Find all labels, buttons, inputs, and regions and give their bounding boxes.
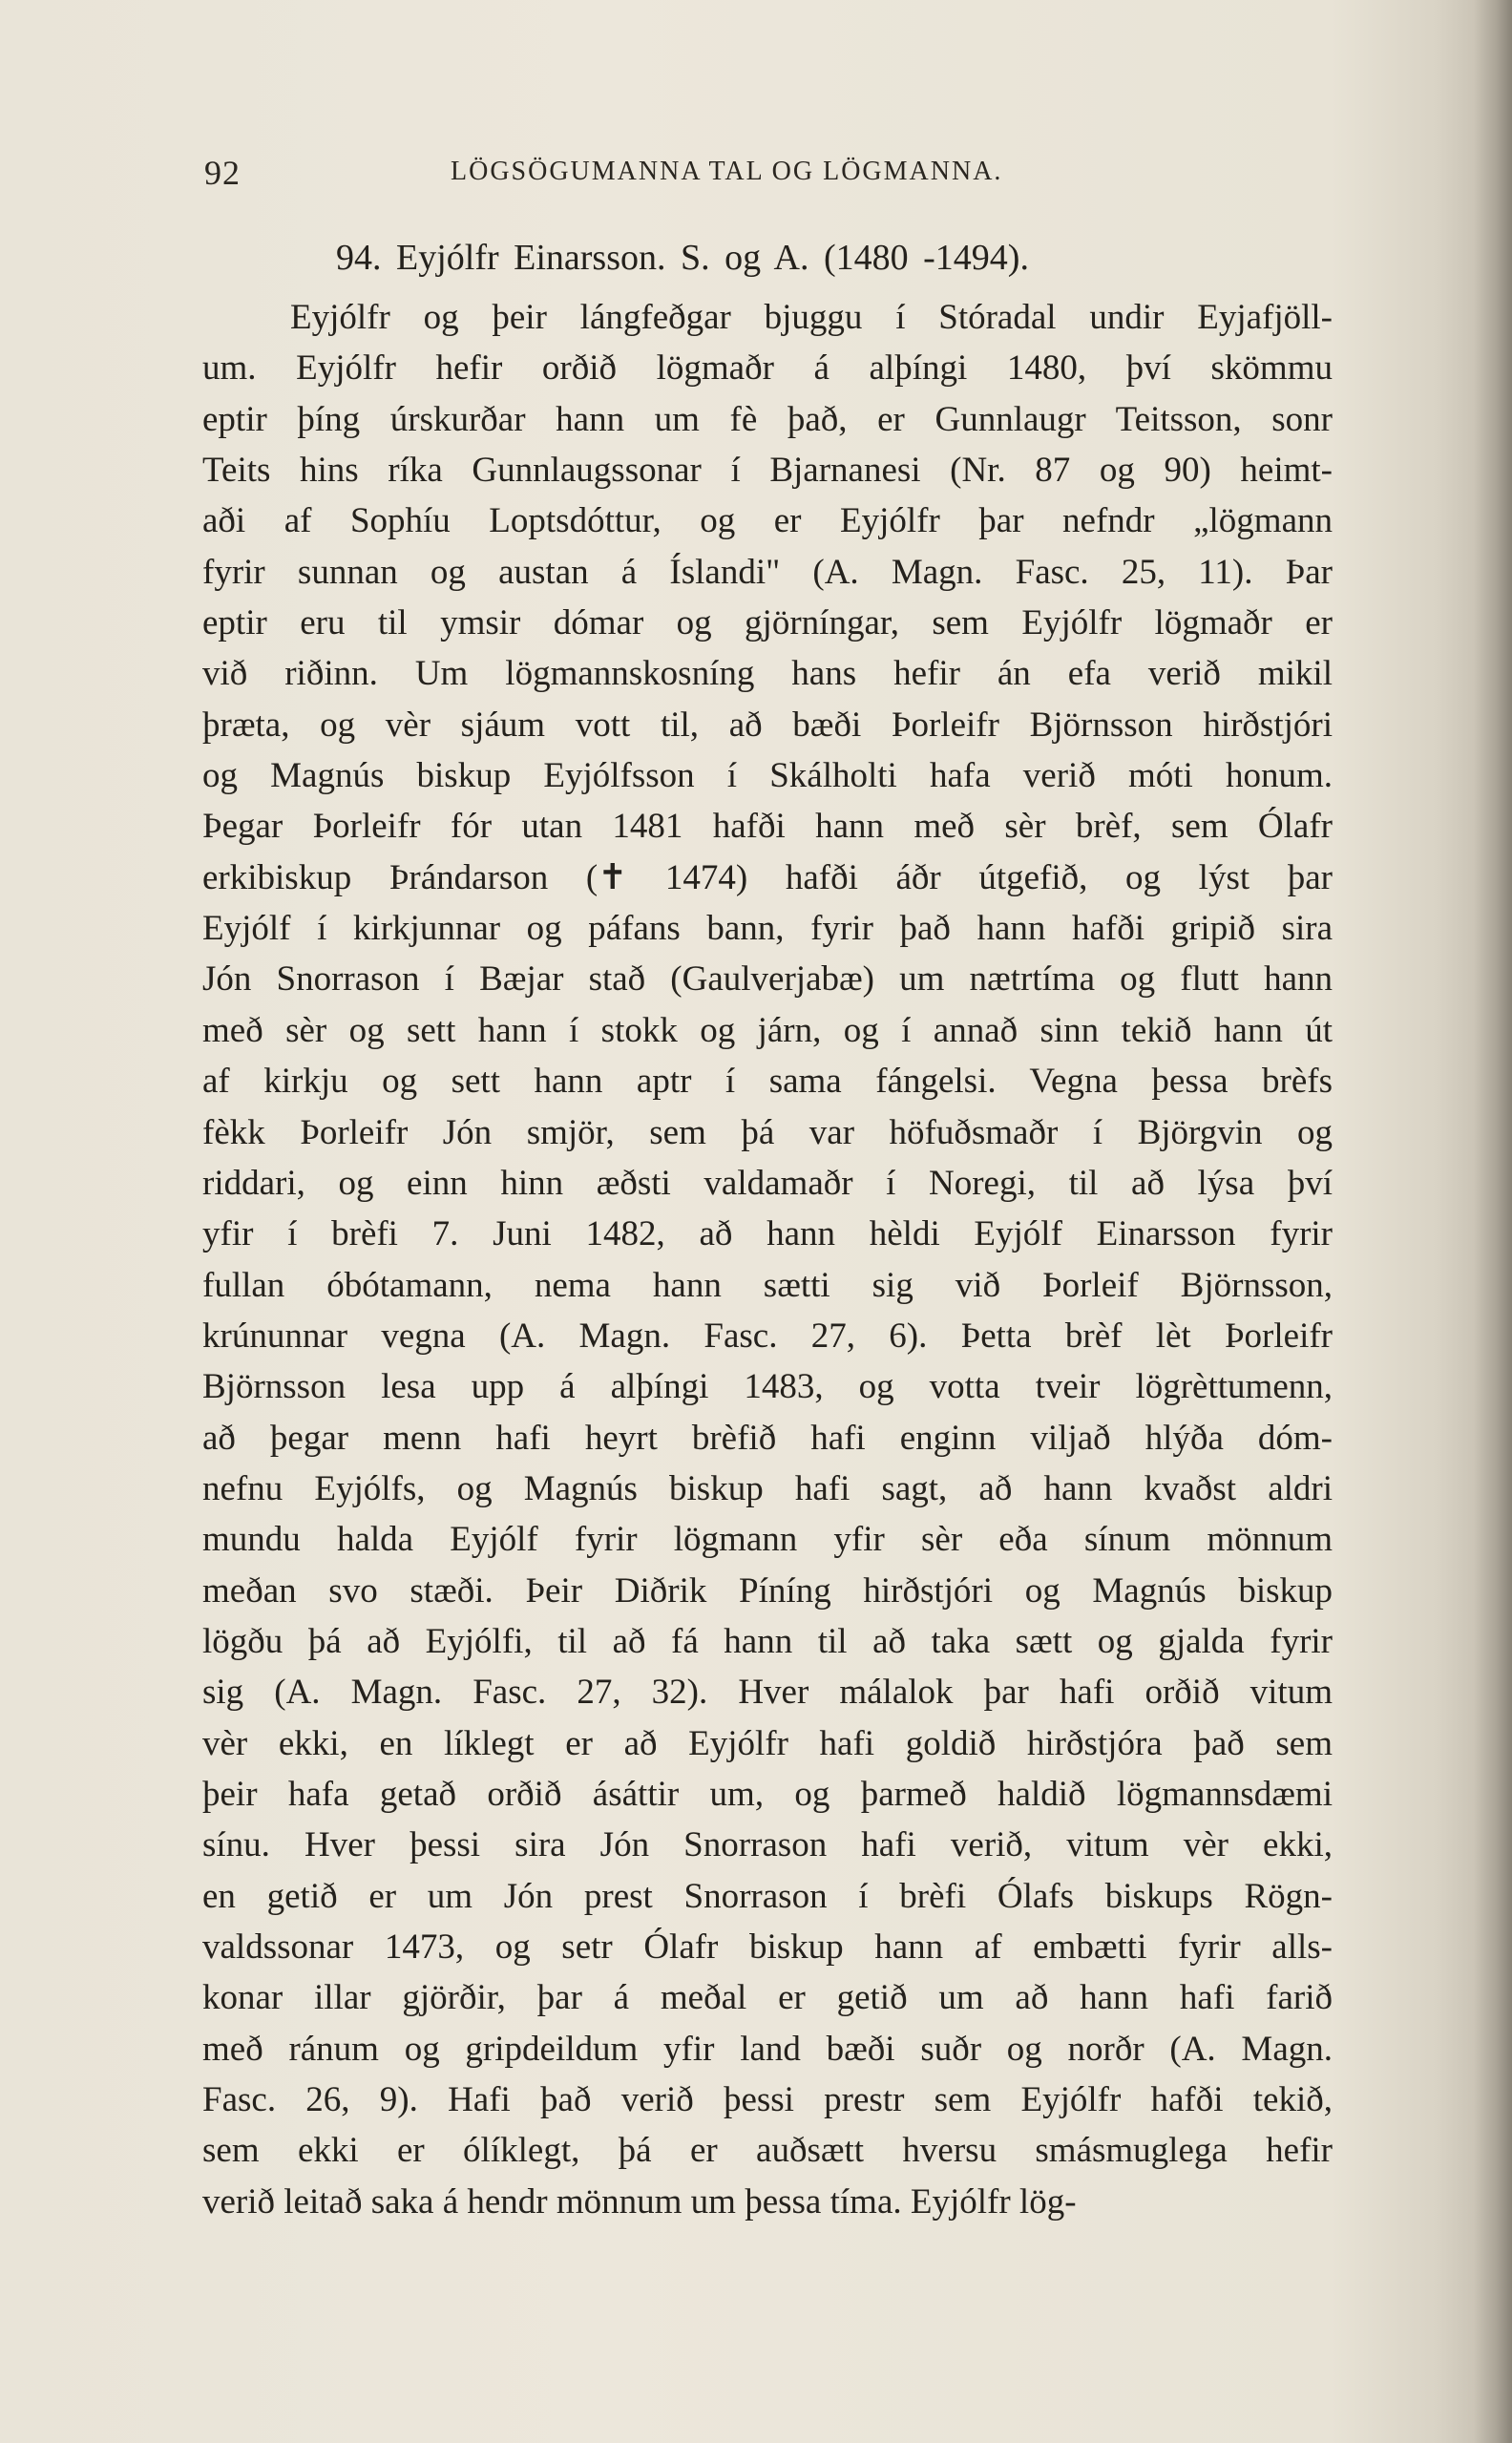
text-line: sem ekki er ólíklegt, þá er auðsætt hversu smásmuglega hefir — [202, 2131, 1333, 2171]
text-line: með ránum og gripdeildum yfir land bæði suðr og norðr (A. Magn. — [202, 2029, 1333, 2069]
text-line: Jón Snorrason í Bæjar stað (Gaulverjabæ) um nætrtíma og flutt hann — [202, 959, 1333, 1000]
page-header — [204, 153, 1334, 200]
text-line: þræta, og vèr sjáum vott til, að bæði Þorleifr Björnsson hirðstjóri — [202, 705, 1333, 745]
text-line: meðan svo stæði. Þeir Diðrik Píníng hirðstjóri og Magnús biskup — [202, 1570, 1333, 1611]
text-line: Eyjólfr og þeir lángfeðgar bjuggu í Stóradal undir Eyjafjöll- — [290, 298, 1333, 337]
text-line: yfir í brèfi 7. Juni 1482, að hann hèldi Eyjólf Einarsson fyrir — [202, 1214, 1333, 1254]
text-line: sig (A. Magn. Fasc. 27, 32). Hver málalok þar hafi orðið vitum — [202, 1673, 1333, 1713]
text-line: Eyjólf í kirkjunnar og páfans bann, fyrir það hann hafði gripið sira — [202, 909, 1333, 949]
text-line: verið leitað saka á hendr mönnum um þessa tíma. Eyjólfr lög- — [202, 2181, 1077, 2222]
text-line: mundu halda Eyjólf fyrir lögmann yfir sèr eða sínum mönnum — [202, 1520, 1333, 1560]
text-line: um. Eyjólfr hefir orðið lögmaðr á alþíngi 1480, því skömmu — [202, 348, 1333, 389]
text-line: konar illar gjörðir, þar á meðal er getið um að hann hafi farið — [202, 1978, 1333, 2018]
text-line: nefnu Eyjólfs, og Magnús biskup hafi sagt, að hann kvaðst aldri — [202, 1468, 1333, 1508]
page-number: 92 — [204, 154, 241, 192]
text-line: og Magnús biskup Eyjólfsson í Skálholti hafa verið móti honum. — [202, 756, 1333, 796]
text-line: Fasc. 26, 9). Hafi það verið þessi prestr sem Eyjólfr hafði tekið, — [202, 2080, 1333, 2120]
text-line: erkibiskup Þrándarson (✝ 1474) hafði áðr útgefið, og lýst þar — [202, 857, 1333, 897]
entry-heading: 94. Eyjólfr Einarsson. S. og A. (1480 -1494). — [336, 238, 1029, 278]
text-line: með sèr og sett hann í stokk og járn, og í annað sinn tekið hann út — [202, 1010, 1333, 1050]
text-line: eptir eru til ymsir dómar og gjörníngar, sem Eyjólfr lögmaðr er — [202, 603, 1333, 643]
text-line: Björnsson lesa upp á alþíngi 1483, og votta tveir lögrèttumenn, — [202, 1367, 1333, 1407]
text-line: við riðinn. Um lögmannskosníng hans hefir án efa verið mikil — [202, 654, 1333, 694]
text-line: Þegar Þorleifr fór utan 1481 hafði hann með sèr brèf, sem Ólafr — [202, 807, 1333, 847]
text-line: að þegar menn hafi heyrt brèfið hafi enginn viljað hlýða dóm- — [202, 1418, 1333, 1458]
running-title: LÖGSÖGUMANNA TAL OG LÖGMANNA. — [451, 157, 1003, 186]
text-line: krúnunnar vegna (A. Magn. Fasc. 27, 6). Þetta brèf lèt Þorleifr — [202, 1316, 1333, 1356]
text-line: fyrir sunnan og austan á Íslandi" (A. Magn. Fasc. 25, 11). Þar — [202, 552, 1333, 592]
body-text — [202, 292, 1333, 2227]
page-edge-shadow — [1474, 0, 1512, 2443]
text-line: fullan óbótamann, nema hann sætti sig við Þorleif Björnsson, — [202, 1265, 1333, 1305]
text-line: valdssonar 1473, og setr Ólafr biskup hann af embætti fyrir alls- — [202, 1927, 1333, 1967]
text-line: riddari, og einn hinn æðsti valdamaðr í Noregi, til að lýsa því — [202, 1163, 1333, 1203]
text-line: sínu. Hver þessi sira Jón Snorrason hafi verið, vitum vèr ekki, — [202, 1825, 1333, 1865]
text-line: vèr ekki, en líklegt er að Eyjólfr hafi goldið hirðstjóra það sem — [202, 1723, 1333, 1763]
text-line: Teits hins ríka Gunnlaugssonar í Bjarnanesi (Nr. 87 og 90) heimt- — [202, 451, 1333, 491]
text-line: af kirkju og sett hann aptr í sama fángelsi. Vegna þessa brèfs — [202, 1062, 1333, 1102]
text-line: eptir þíng úrskurðar hann um fè það, er Gunnlaugr Teitsson, sonr — [202, 399, 1333, 439]
text-line: lögðu þá að Eyjólfi, til að fá hann til að taka sætt og gjalda fyrir — [202, 1621, 1333, 1661]
text-line: aði af Sophíu Loptsdóttur, og er Eyjólfr þar nefndr „lögmann — [202, 501, 1333, 541]
text-line: þeir hafa getað orðið ásáttir um, og þarmeð haldið lögmannsdæmi — [202, 1774, 1333, 1814]
text-line: en getið er um Jón prest Snorrason í brèfi Ólafs biskups Rögn- — [202, 1876, 1333, 1916]
text-line: fèkk Þorleifr Jón smjör, sem þá var höfuðsmaðr í Björgvin og — [202, 1112, 1333, 1152]
